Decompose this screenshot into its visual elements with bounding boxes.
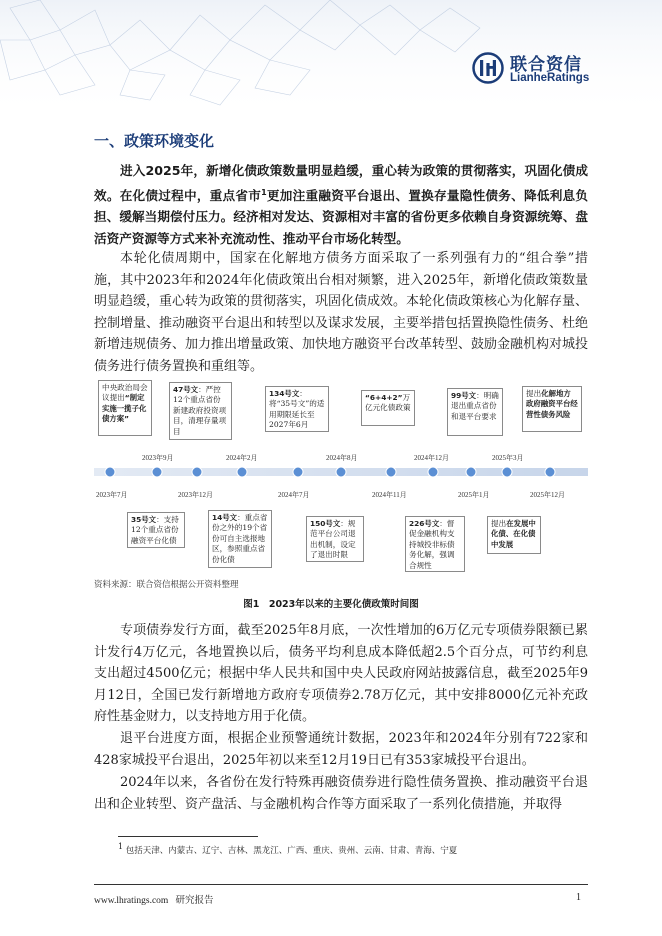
figure-source: 资料来源：联合资信根据公开资料整理 bbox=[94, 580, 239, 590]
footer-info bbox=[94, 892, 213, 906]
figure-caption: 图1 2023年以来的主要化债政策时间图 bbox=[243, 599, 419, 610]
logo-text-cn: 联合资信 bbox=[510, 55, 582, 75]
timeline-date-top: 2024年2月 bbox=[226, 454, 258, 462]
timeline-event-top-2: 47号文：严控12个重点省份新建政府投资项目，清理存量项目 bbox=[169, 382, 232, 440]
page-number: 1 bbox=[576, 892, 581, 903]
timeline-date-bottom: 2025年12月 bbox=[530, 491, 565, 499]
timeline-date-bottom: 2023年7月 bbox=[96, 491, 128, 499]
timeline-event-top-6: 提出化解地方政府融资平台经营性债务风险 bbox=[522, 386, 582, 432]
timeline-node bbox=[386, 467, 396, 477]
summary-text-a: 进入2025年，新增化债政策数量明显趋缓，重心转为政策的贯彻落实，巩固化债成效。在化债过程中，重点省市 bbox=[94, 163, 588, 203]
timeline-event-top-4: “6+4+2”万亿元化债政策 bbox=[361, 390, 415, 426]
footer-divider bbox=[94, 884, 588, 885]
timeline-node bbox=[152, 467, 162, 477]
body-paragraph: 退平台进度方面，根据企业预警通统计数据，2023年和2024年分别有722家和428家城投平台退出，2025年初以来至12月19日已有353家城投平台退出。 bbox=[94, 731, 588, 768]
timeline-date-top: 2024年8月 bbox=[326, 454, 358, 462]
timeline-node bbox=[336, 467, 346, 477]
timeline-date-top: 2023年9月 bbox=[142, 454, 174, 462]
lianhe-logo-icon bbox=[472, 52, 504, 84]
timeline-date-bottom: 2025年1月 bbox=[458, 491, 490, 499]
timeline-node bbox=[428, 467, 438, 477]
policy-timeline-figure bbox=[94, 378, 588, 574]
timeline-event-bottom-5: 提出在发展中化债、在化债中发展 bbox=[487, 516, 541, 554]
timeline-event-bottom-4: 226号文：督促金融机构支持城投非标债务化解，强调合规性 bbox=[405, 516, 465, 572]
timeline-axis bbox=[94, 466, 588, 478]
timeline-node bbox=[192, 467, 202, 477]
timeline-event-top-5: 99号文：明确退出重点省份和退平台要求 bbox=[447, 388, 503, 436]
body-paragraph: 专项债券发行方面，截至2025年8月底，一次性增加的6万亿元专项债券限额已累计发行4万亿元，各地置换以后，债务平均利息成本降低超2.5个百分点，可节约利息支出超过4500亿元；根据中华人民共和国中央人民政府网站披露信息，截至2025年9月12日，全国已发行新增地方政府专项债券2.78万亿元，其中安排8000亿元补充政府性基金财力，以支持地方用于化债。 bbox=[94, 623, 588, 725]
timeline-event-bottom-1: 35号文：支持12个重点省份融资平台化债 bbox=[127, 512, 185, 548]
summary-paragraph bbox=[94, 160, 588, 250]
logo-text-en: LianheRatings bbox=[510, 72, 590, 84]
footnote bbox=[118, 842, 457, 856]
timeline-node bbox=[105, 467, 115, 477]
timeline-date-bottom: 2024年11月 bbox=[372, 491, 407, 499]
timeline-node bbox=[237, 467, 247, 477]
timeline-node bbox=[545, 467, 555, 477]
summary-text-b: 更加注重融资平台退出、置换存量隐性债务、降低利息负担、缓解当期偿付压力。经济相对发达、资源相对丰富的省份更多依赖自身资源统筹、盘活资产资源等方式来补充流动性、推动平台市场化转型。 bbox=[94, 187, 589, 246]
timeline-date-top: 2025年3月 bbox=[492, 454, 524, 462]
footnote-marker: 1 bbox=[118, 842, 124, 851]
footer-label: 研究报告 bbox=[175, 896, 214, 906]
timeline-node bbox=[466, 467, 476, 477]
timeline-event-top-1: 中央政治局会议提出“制定实施一揽子化债方案” bbox=[98, 380, 152, 436]
section-title: 一、政策环境变化 bbox=[94, 132, 215, 150]
body-paragraph: 2024年以来，各省份在发行特殊再融资债券进行隐性债务置换、推动融资平台退出和企业转型、资产盘活、与金融机构合作等方面采取了一系列化债措施，并取得 bbox=[94, 775, 588, 812]
timeline-date-top: 2024年12月 bbox=[414, 454, 449, 462]
timeline-date-bottom: 2024年7月 bbox=[278, 491, 310, 499]
footnote-ref: 1 bbox=[261, 187, 267, 197]
timeline-event-top-3: 134号文：将“35号文”的适用期限延长至2027年6月 bbox=[265, 386, 329, 432]
timeline-event-bottom-2: 14号文：重点省份之外的19个省份可自主选报地区，参照重点省份化债 bbox=[208, 510, 272, 568]
timeline-date-bottom: 2023年12月 bbox=[178, 491, 213, 499]
footer-website[interactable]: www.lhratings.com bbox=[94, 896, 169, 906]
body-paragraph: 本轮化债周期中，国家在化解地方债务方面采取了一系列强有力的“组合拳”措施，其中2023年和2024年化债政策出台相对频繁，进入2025年，新增化债政策数量明显趋缓，重心转为政策的贯彻落实，巩固化债成效。本轮化债政策核心为化解存量、控制增量、推动融资平台退出和转型以及谋求发展，主要举措包括置换隐性债务、杜绝新增违规债务、加力推出增量政策、加快地方融资平台改革转型、鼓励金融机构对城投债务进行债务置换和重组等。 bbox=[94, 251, 589, 374]
timeline-node bbox=[502, 467, 512, 477]
footnote-divider bbox=[118, 836, 258, 837]
footnote-text: 包括天津、内蒙古、辽宁、吉林、黑龙江、广西、重庆、贵州、云南、甘肃、青海、宁夏 bbox=[125, 845, 458, 856]
timeline-node bbox=[293, 467, 303, 477]
timeline-event-bottom-3: 150号文：规范平台公司退出机制，设定了退出时限 bbox=[306, 516, 364, 562]
lianhe-logo bbox=[472, 50, 612, 90]
